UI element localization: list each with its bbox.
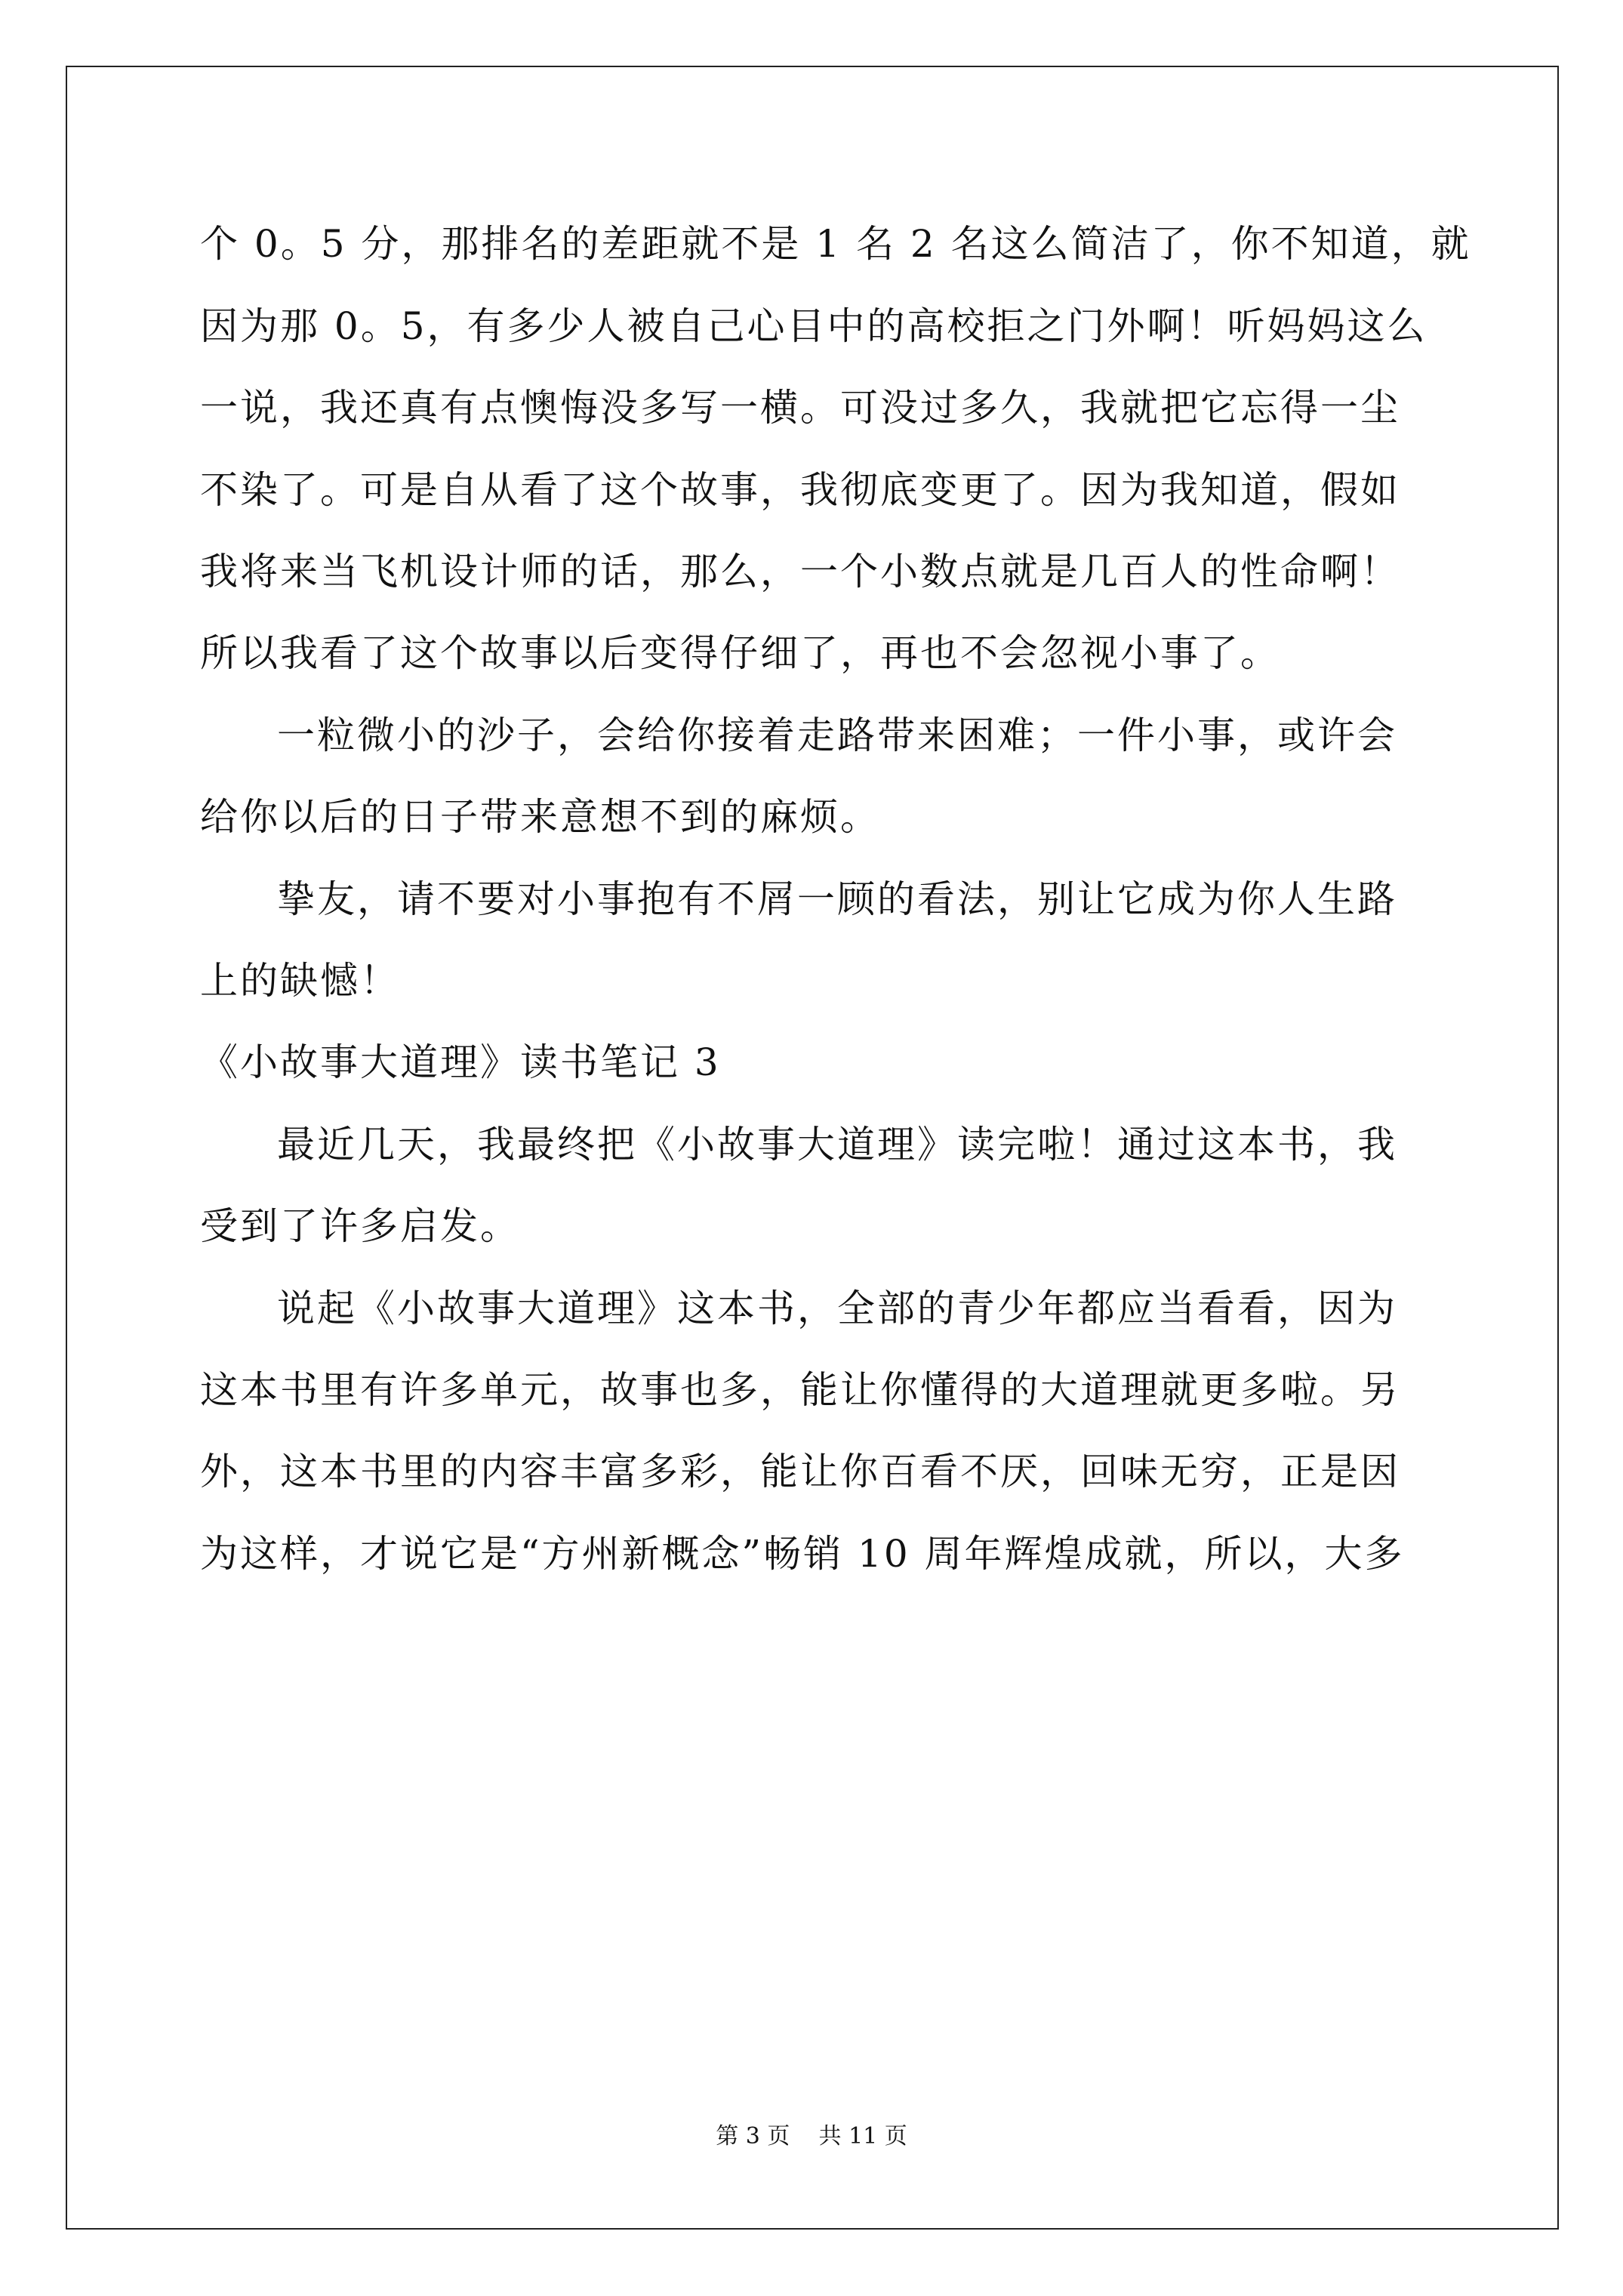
text-line: 这本书里有许多单元，故事也多，能让你懂得的大道理就更多啦。另	[200, 1368, 1400, 1412]
page-footer	[0, 2123, 1623, 2150]
text-line: 为这样，才说它是“方州新概念”畅销 10 周年辉煌成就，所以，大多	[200, 1532, 1405, 1576]
text-line: 受到了许多启发。	[200, 1204, 520, 1248]
text-line: 最近几天，我最终把《小故事大道理》读完啦！通过这本书，我	[277, 1123, 1397, 1166]
text-line: 所以我看了这个故事以后变得仔细了，再也不会忽视小事了。	[200, 631, 1280, 675]
page-number: 第 3 页	[716, 2123, 790, 2150]
text-line: 外，这本书里的内容丰富多彩，能让你百看不厌，回味无穷，正是因	[200, 1450, 1400, 1493]
text-line: 挚友，请不要对小事抱有不屑一顾的看法，别让它成为你人生路	[277, 877, 1397, 921]
text-line: 一粒微小的沙子，会给你接着走路带来困难；一件小事，或许会	[277, 713, 1397, 757]
text-line: 个 0。5 分，那排名的差距就不是 1 名 2 名这么简洁了，你不知道，就	[200, 222, 1471, 266]
text-line: 一说，我还真有点懊悔没多写一横。可没过多久，我就把它忘得一尘	[200, 386, 1400, 430]
text-line: 不染了。可是自从看了这个故事，我彻底变更了。因为我知道，假如	[200, 468, 1400, 512]
text-line: 上的缺憾！	[200, 959, 400, 1003]
text-line: 我将来当飞机设计师的话，那么，一个小数点就是几百人的性命啊！	[200, 550, 1400, 593]
text-line: 给你以后的日子带来意想不到的麻烦。	[200, 795, 880, 839]
section-heading: 《小故事大道理》读书笔记 3	[200, 1040, 721, 1084]
text-line: 因为那 0。5，有多少人被自己心目中的高校拒之门外啊！听妈妈这么	[200, 304, 1427, 348]
text-line: 说起《小故事大道理》这本书，全部的青少年都应当看看，因为	[277, 1287, 1397, 1330]
page-total: 共 11 页	[818, 2123, 907, 2150]
